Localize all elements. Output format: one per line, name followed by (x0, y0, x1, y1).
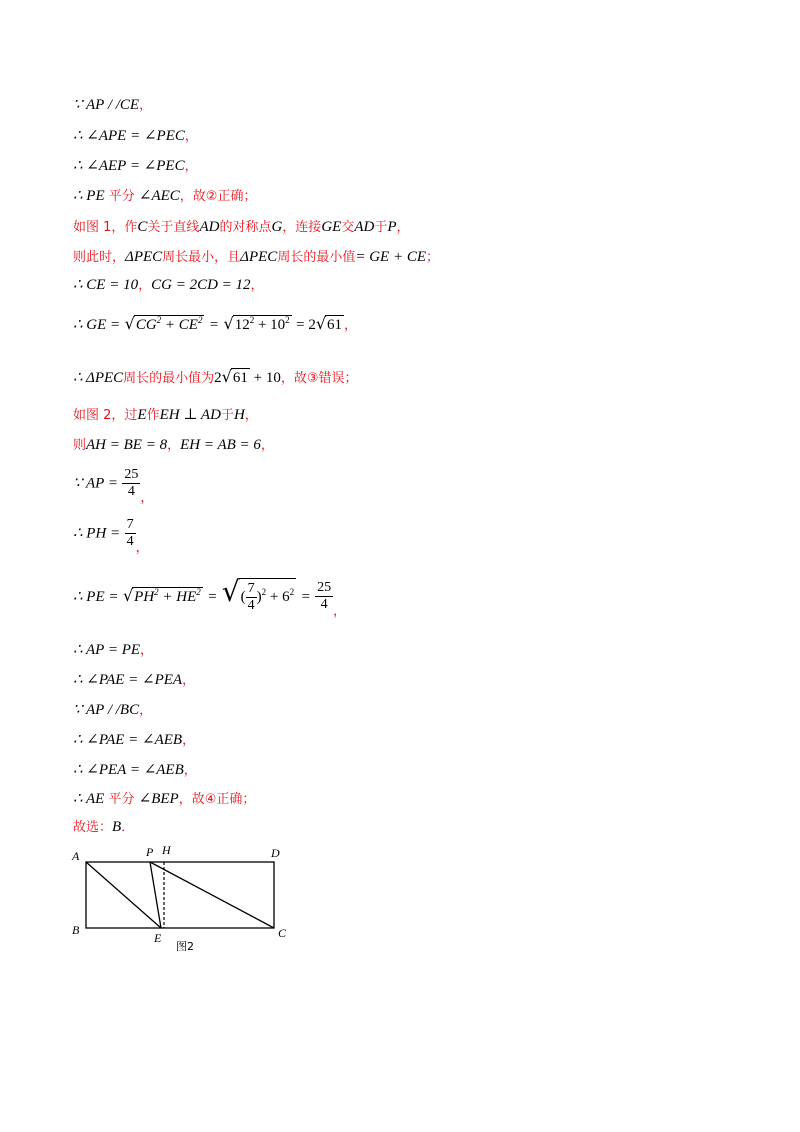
line-7 (73, 276, 264, 295)
text: ， (244, 408, 258, 423)
label-d: D (271, 846, 280, 860)
fraction (125, 517, 136, 550)
math: + HE (158, 588, 197, 605)
math: ∵ AP / /CE (73, 97, 140, 113)
text: ， (139, 98, 153, 113)
line-14 (73, 574, 347, 621)
denominator: 4 (320, 597, 328, 613)
text: 关于直线 (147, 220, 200, 235)
math: ∴ ΔPEC (73, 370, 124, 386)
sqrt-sign: √ (221, 367, 232, 386)
line-20 (73, 790, 255, 809)
text: 于 (220, 408, 234, 423)
math: ΔPEC (240, 249, 278, 265)
text: ， (184, 129, 198, 144)
denominator: 4 (247, 598, 255, 613)
line-10 (73, 406, 258, 425)
text: ， (182, 733, 196, 748)
line-9 (73, 368, 358, 388)
label-b: B (72, 923, 80, 937)
math: ∴ ∠PAE = ∠AEB (73, 732, 183, 748)
line-1 (73, 96, 152, 115)
math: B (112, 819, 122, 835)
sqrt-sign: √ (223, 314, 234, 333)
line-11 (73, 436, 274, 455)
math: 12 (234, 317, 250, 333)
text: ， (260, 438, 274, 453)
math: 2 (214, 370, 222, 386)
text: ， (140, 490, 154, 506)
math: ∵ AP = (73, 475, 118, 492)
text: 周长的最小值 (277, 250, 356, 265)
segment-ae (86, 862, 161, 928)
math: ∴ CE = 10 (73, 277, 139, 293)
radicand: $12^2 + 10^2$ (234, 315, 290, 333)
line-5 (73, 218, 410, 237)
line-17 (73, 701, 152, 720)
math: ∴ ∠AEP = ∠PEC (73, 158, 185, 174)
math: P (387, 219, 397, 235)
math: ΔPEC (125, 249, 163, 265)
line-18 (73, 731, 195, 750)
line-2 (73, 127, 198, 146)
text: ， (333, 603, 347, 619)
line-13 (73, 517, 149, 558)
rectangle-abcd (86, 862, 274, 928)
text: ， (250, 278, 264, 293)
text: ， (184, 159, 198, 174)
numerator: 25 (317, 580, 332, 596)
text: 平分 (104, 792, 139, 807)
text: ，连接 (282, 220, 322, 235)
numerator: 7 (247, 581, 255, 596)
text: ， (182, 673, 196, 688)
line-4 (73, 187, 256, 206)
segment-pe (150, 862, 161, 928)
math: CG = 2CD = 12 (151, 277, 251, 293)
line-3 (73, 157, 198, 176)
sqrt-sign: √ (124, 314, 135, 333)
line-15 (73, 641, 153, 660)
math: EH = AB = 6 (180, 437, 261, 453)
label-p: P (146, 845, 154, 859)
math: ∴ PE (73, 188, 105, 204)
math: + 10 (254, 317, 286, 333)
text: 平分 (104, 189, 139, 204)
line-16 (73, 671, 195, 690)
math: ∴ AE (73, 791, 105, 807)
math: = GE + CE (355, 249, 426, 265)
text: 交 (341, 220, 355, 235)
fraction (122, 467, 140, 500)
line-19 (73, 761, 197, 780)
text: ， (138, 278, 152, 293)
math: ∴ PE = (73, 588, 119, 605)
text: ， (344, 318, 358, 333)
math: PH (134, 588, 155, 605)
radicand: $PH^2 + HE^2$ (134, 586, 201, 605)
math: AD (199, 219, 220, 235)
text: ，故④正确； (178, 792, 256, 807)
math: G (271, 219, 283, 235)
math: = 2 (296, 317, 316, 333)
text: ， (140, 643, 154, 658)
math: EH ⊥ AD (159, 407, 221, 423)
text: ，故③错误； (280, 371, 358, 386)
geometry-figure-2 (70, 838, 300, 958)
text: 于 (374, 220, 388, 235)
math: ∴ ∠APE = ∠PEC (73, 128, 185, 144)
line-8 (73, 315, 357, 335)
text: 故选： (73, 820, 113, 835)
radicand: 61 (232, 370, 248, 386)
math: ∴ ∠PEA = ∠AEB (73, 762, 184, 778)
text: ， (135, 540, 149, 556)
text: 则 (73, 438, 87, 453)
math: CG (135, 317, 157, 333)
math: C (137, 219, 148, 235)
text: ， (396, 220, 410, 235)
text: 则此时， (73, 250, 126, 265)
numerator: 25 (124, 467, 139, 482)
math: = (208, 317, 220, 333)
denominator: 4 (127, 484, 135, 499)
text: 周长的最小值为 (123, 371, 215, 386)
fraction (315, 580, 333, 613)
math: = (300, 588, 311, 605)
fraction (246, 581, 257, 614)
text: 如图 2，过 (73, 408, 138, 423)
math: ∴ PH = (73, 525, 121, 542)
line-12 (73, 467, 153, 508)
sqrt-sign: √ (122, 585, 134, 605)
text: ，故②正确； (179, 189, 257, 204)
label-c: C (278, 926, 287, 940)
radicand: ( $\frac{7}{4}$ )$^2 + 6^2$ (239, 578, 296, 614)
math: ∵ AP / /BC (73, 702, 140, 718)
math: ∴ ∠PAE = ∠PEA (73, 672, 183, 688)
text: ， (139, 703, 153, 718)
math: H (233, 407, 245, 423)
numerator: 7 (126, 517, 134, 532)
sqrt-sign: √ (221, 574, 240, 608)
math: AD (354, 219, 375, 235)
radicand: $CG^2 + CE^2$ (135, 315, 203, 333)
text: 作 (146, 408, 160, 423)
math: ∠AEC (138, 188, 180, 204)
text: ． (121, 820, 135, 835)
math: ∴ AP = PE (73, 642, 141, 658)
math: GE (321, 219, 342, 235)
text: 周长最小，且 (162, 250, 241, 265)
text: ， (183, 763, 197, 778)
math: ∠BEP (138, 791, 179, 807)
math: + 6 (266, 588, 290, 605)
math: ∴ GE = (73, 317, 121, 333)
text: ， (167, 438, 181, 453)
segment-pc (150, 862, 274, 928)
text: 的对称点 (219, 220, 272, 235)
math: + 10 (249, 370, 281, 386)
math: + CE (161, 317, 198, 333)
math: = (207, 588, 218, 605)
figure-caption: 图2 (176, 940, 194, 953)
radicand: 61 (327, 317, 343, 333)
label-h: H (162, 843, 171, 857)
label-e: E (154, 931, 162, 945)
math: AH = BE = 8 (86, 437, 168, 453)
label-a: A (72, 849, 80, 863)
line-21 (73, 818, 134, 837)
text: 如图 1，作 (73, 220, 138, 235)
denominator: 4 (126, 534, 134, 549)
math: E (137, 407, 147, 423)
line-6 (73, 248, 439, 267)
text: ； (426, 250, 440, 265)
sqrt-sign: √ (315, 314, 327, 333)
